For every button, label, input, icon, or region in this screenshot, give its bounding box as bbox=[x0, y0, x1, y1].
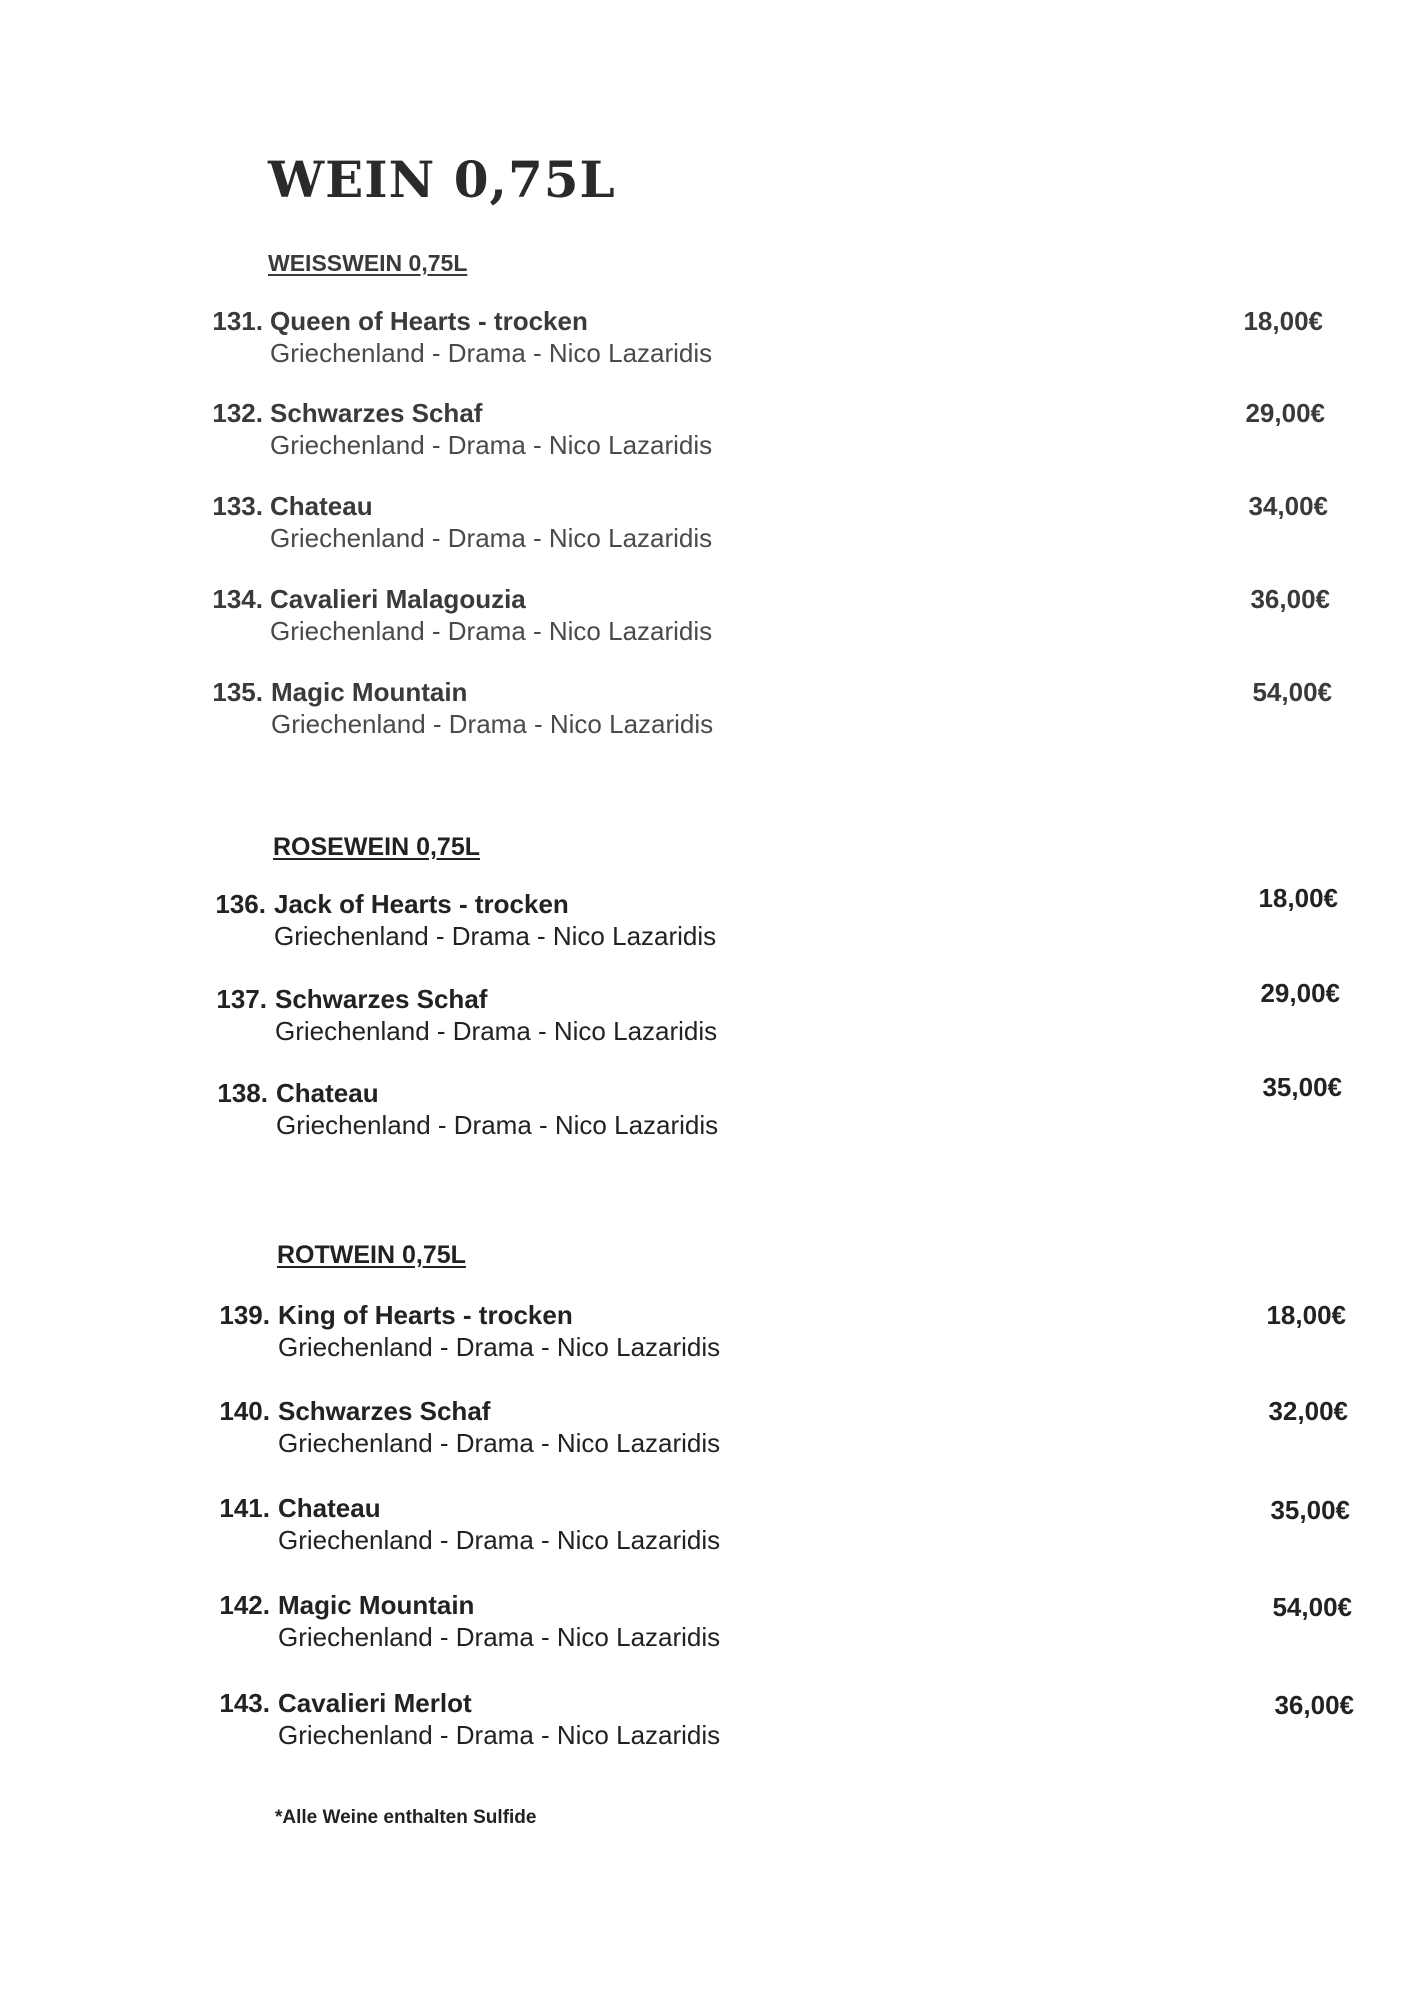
section-heading: WEISSWEIN 0,75L bbox=[268, 250, 468, 276]
item-origin: Griechenland - Drama - Nico Lazaridis bbox=[274, 921, 717, 951]
menu-item bbox=[0, 677, 1414, 747]
item-name: Chateau bbox=[276, 1078, 379, 1108]
item-number: 131. bbox=[212, 306, 263, 336]
item-name: Schwarzes Schaf bbox=[278, 1396, 491, 1426]
item-number: 136. bbox=[215, 889, 266, 919]
item-price: 35,00€ bbox=[1270, 1495, 1350, 1525]
menu-item bbox=[0, 1300, 1414, 1370]
item-number: 141. bbox=[219, 1493, 270, 1523]
item-name: King of Hearts - trocken bbox=[278, 1300, 573, 1330]
menu-item bbox=[0, 978, 1414, 1054]
sulfide-footnote: *Alle Weine enthalten Sulfide bbox=[275, 1807, 537, 1828]
item-name: Schwarzes Schaf bbox=[270, 398, 483, 428]
menu-item bbox=[0, 584, 1414, 654]
menu-item bbox=[0, 1072, 1414, 1148]
item-price: 18,00€ bbox=[1266, 1300, 1346, 1330]
item-price: 29,00€ bbox=[1260, 978, 1340, 1008]
item-origin: Griechenland - Drama - Nico Lazaridis bbox=[270, 430, 713, 460]
item-name: Magic Mountain bbox=[278, 1590, 475, 1620]
item-number: 142. bbox=[219, 1590, 270, 1620]
item-price: 32,00€ bbox=[1268, 1396, 1348, 1426]
menu-item bbox=[0, 1396, 1414, 1466]
item-name: Cavalieri Merlot bbox=[278, 1688, 472, 1718]
menu-item bbox=[0, 1688, 1414, 1758]
item-origin: Griechenland - Drama - Nico Lazaridis bbox=[278, 1622, 721, 1652]
item-name: Jack of Hearts - trocken bbox=[274, 889, 569, 919]
page-title: WEIN 0,75L bbox=[268, 150, 616, 209]
item-number: 134. bbox=[212, 584, 263, 614]
item-price: 29,00€ bbox=[1245, 398, 1325, 428]
item-origin: Griechenland - Drama - Nico Lazaridis bbox=[278, 1720, 721, 1750]
item-name: Magic Mountain bbox=[271, 677, 468, 707]
menu-item bbox=[0, 1590, 1414, 1660]
item-number: 132. bbox=[212, 398, 263, 428]
item-number: 138. bbox=[217, 1078, 268, 1108]
item-price: 54,00€ bbox=[1272, 1592, 1352, 1622]
item-origin: Griechenland - Drama - Nico Lazaridis bbox=[270, 523, 713, 553]
item-price: 36,00€ bbox=[1274, 1690, 1354, 1720]
item-number: 140. bbox=[219, 1396, 270, 1426]
item-price: 18,00€ bbox=[1258, 883, 1338, 913]
item-name: Schwarzes Schaf bbox=[275, 984, 488, 1014]
menu-item bbox=[0, 306, 1414, 376]
section-heading: ROTWEIN 0,75L bbox=[277, 1241, 466, 1269]
item-price: 54,00€ bbox=[1252, 677, 1332, 707]
item-origin: Griechenland - Drama - Nico Lazaridis bbox=[278, 1332, 721, 1362]
item-price: 36,00€ bbox=[1250, 584, 1330, 614]
menu-item bbox=[0, 1493, 1414, 1563]
item-origin: Griechenland - Drama - Nico Lazaridis bbox=[270, 616, 713, 646]
item-name: Queen of Hearts - trocken bbox=[270, 306, 588, 336]
item-number: 135. bbox=[212, 677, 263, 707]
item-name: Chateau bbox=[270, 491, 373, 521]
item-price: 34,00€ bbox=[1248, 491, 1328, 521]
section-heading: ROSEWEIN 0,75L bbox=[273, 833, 480, 861]
item-number: 133. bbox=[212, 491, 263, 521]
item-origin: Griechenland - Drama - Nico Lazaridis bbox=[278, 1428, 721, 1458]
item-origin: Griechenland - Drama - Nico Lazaridis bbox=[275, 1016, 718, 1046]
item-origin: Griechenland - Drama - Nico Lazaridis bbox=[271, 709, 714, 739]
item-price: 18,00€ bbox=[1243, 306, 1323, 336]
item-price: 35,00€ bbox=[1262, 1072, 1342, 1102]
item-origin: Griechenland - Drama - Nico Lazaridis bbox=[276, 1110, 719, 1140]
menu-item bbox=[0, 883, 1414, 959]
item-name: Chateau bbox=[278, 1493, 381, 1523]
menu-item bbox=[0, 398, 1414, 468]
menu-item bbox=[0, 491, 1414, 561]
item-number: 143. bbox=[219, 1688, 270, 1718]
item-name: Cavalieri Malagouzia bbox=[270, 584, 526, 614]
item-number: 139. bbox=[219, 1300, 270, 1330]
item-origin: Griechenland - Drama - Nico Lazaridis bbox=[278, 1525, 721, 1555]
item-origin: Griechenland - Drama - Nico Lazaridis bbox=[270, 338, 713, 368]
item-number: 137. bbox=[216, 984, 267, 1014]
